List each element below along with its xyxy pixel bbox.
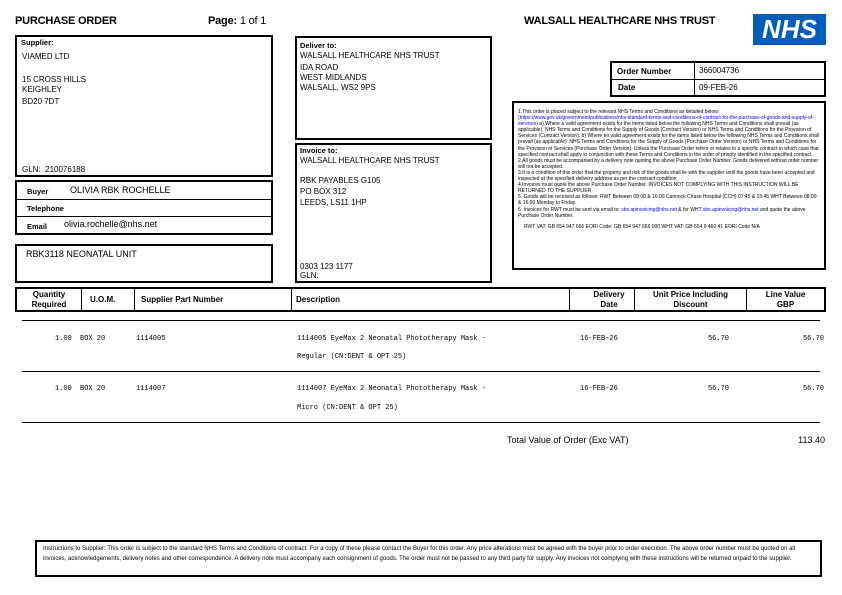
supplier-name: VIAMED LTD <box>22 52 70 61</box>
page-value: 1 of 1 <box>239 15 267 27</box>
row-qty: 1.00 <box>55 385 72 393</box>
col-description: Description <box>292 289 570 310</box>
terms-1: 1.This order is placed subject to the relevant NHS Terms and Conditions as detailed below: <box>518 109 720 115</box>
supplier-address-3: BD20 7DT <box>22 97 60 106</box>
supplier-box <box>15 35 273 177</box>
row-divider <box>22 320 820 321</box>
gln-label: GLN: <box>22 165 41 174</box>
row-uom: BOX 20 <box>80 335 106 343</box>
order-number: 366004736 <box>699 66 740 75</box>
col-line-value: Line Value GBP <box>765 290 806 309</box>
wht-invoice-email-link[interactable]: sbs.apinvoicing@nhs.net <box>702 206 759 213</box>
supplier-instructions: Instructions to Supplier: This order is subject to the standard NHS Terms and Conditions of contract. For a copy of these please contact the Buyer for this order. Any price alterations must be agreed with the buyer prior to order execution. The above order number must be quoted on all invoices, acknowledgements, delivery notes and other correspondence. A delivery note must accompany each consignment of goods. The order must not be passed to any third party for supply. Any invoices not complying with these instructions will be returned unpaid to the supplier. <box>35 540 822 577</box>
terms-5: 5. Goods will be received as follows: RWT Between 08:00 & 16:00 Cannock Chase Hospital (CCH) 07:45 & 15:45 WHT Between 08:00 & 16:00 Monday to Friday. <box>518 194 817 207</box>
terms-1b: a) Where a valid agreement exists for the items listed below the following NHS Terms and Conditions shall prevail (as applicable): NHS Terms and Conditions for the Supply of Goods (Contract Version) or NHS Terms and Conditions for the Provision of Services (Contract Version). b) Where no valid agreement exists for the items listed below the following NHS Terms and Conditions shall prevail (as applicable): NHS Terms and Conditions for the Supply of Goods (Purchase Order Version) or NHS Terms and Conditions for the Provision of Services (Purchase Order Version). Unless the Purchase Order refers or relates to a specific contract in which case that specified contract shall apply in conjunction with these Terms and Conditions in the order of priority identified in the specified contract. <box>518 121 820 158</box>
buyer-box <box>15 180 273 235</box>
terms-4: 4.Invoices must quote the above Purchase Order Number. INVOICES NOT COMPLYING WITH THIS INSTRUCTION WILL BE RETURNED TO THE SUPPLIER <box>518 182 799 195</box>
row-value: 56.70 <box>802 335 824 343</box>
terms-6b: & for WHT <box>676 206 703 213</box>
col-quantity: Quantity Required <box>17 289 82 310</box>
supplier-label: Supplier: <box>21 38 54 47</box>
row-value: 56.70 <box>802 385 824 393</box>
deliver-line-3: WEST MIDLANDS <box>300 73 367 82</box>
buyer-name: OLIVIA RBK ROCHELLE <box>70 185 171 195</box>
invoice-gln: GLN: <box>300 271 319 280</box>
terms-6: 6. Invoices for RWT must be sent via email to: <box>518 206 622 213</box>
vat-info: RWT VAT: GB 654 947 666 EORI Code: GB 654 947 666 000 WHT VAT: GB 654 9 460 41 EORI Code N/A <box>524 223 760 230</box>
col-delivery-date: Delivery Date <box>570 289 635 310</box>
invoice-label: Invoice to: <box>300 146 338 155</box>
col-part-number: Supplier Part Number <box>135 289 292 310</box>
items-table-header <box>15 287 826 312</box>
row-desc-1: 1114005 EyeMax 2 Neonatal Phototherapy Mask - <box>297 335 487 343</box>
document-title: PURCHASE ORDER <box>15 15 117 27</box>
buyer-email: olivia.rochelle@nhs.net <box>64 219 158 229</box>
row-date: 16-FEB-26 <box>580 385 618 393</box>
deliver-line-4: WALSALL, WS2 9PS <box>300 83 376 92</box>
terms-3: 3.It is a condition of this order that the property and risk of the goods shall lie with the supplier until the goods have been accepted and inspected at the specified delivery address as per the contract condition <box>518 169 815 183</box>
invoice-line-2: PO BOX 312 <box>300 187 347 196</box>
trust-name: WALSALL HEALTHCARE NHS TRUST <box>524 15 716 27</box>
row-part: 1114007 <box>136 385 166 393</box>
supplier-address-2: KEIGHLEY <box>22 85 63 94</box>
invoice-to-box <box>295 143 492 283</box>
row-desc-1: 1114007 EyeMax 2 Neonatal Phototherapy Mask - <box>297 385 487 393</box>
terms-link[interactable]: (https://www.gov.uk/government/publications/nhs-standard-terms-and-conditions-of-contract-for-the-purchase-of-goods-and-supply-of-services) <box>518 115 814 128</box>
invoice-name: WALSALL HEALTHCARE NHS TRUST <box>300 156 440 165</box>
unit-box <box>15 244 273 283</box>
deliver-line-2: IDA ROAD <box>300 63 339 72</box>
terms-6c: and quote the above Purchase Order Number. <box>518 206 806 219</box>
row-divider <box>22 422 820 423</box>
row-divider <box>22 371 820 372</box>
deliver-line-1: WALSALL HEALTHCARE NHS TRUST <box>300 51 440 60</box>
row-part: 1114005 <box>136 335 166 343</box>
row-price: 56.70 <box>707 385 729 393</box>
email-label: Email <box>27 222 48 231</box>
col-unit-price: Unit Price Including Discount <box>635 289 747 310</box>
row-date: 16-FEB-26 <box>580 335 618 343</box>
page-indicator <box>208 15 266 27</box>
row-desc-2: Micro (CN:DENT & OPT 25) <box>297 404 398 412</box>
col-uom: U.O.M. <box>82 289 135 310</box>
row-qty: 1.00 <box>55 335 72 343</box>
supplier-address-1: 15 CROSS HILLS <box>22 75 87 84</box>
unit-name: RBK3118 NEONATAL UNIT <box>26 249 137 259</box>
total-label: Total Value of Order (Exc VAT) <box>507 435 629 445</box>
row-desc-2: Regular (CN:DENT & OPT 25) <box>297 353 407 361</box>
invoice-line-1: RBK PAYABLES G105 <box>300 176 381 185</box>
buyer-label: Buyer <box>27 187 49 196</box>
supplier-gln <box>22 165 85 175</box>
row-price: 56.70 <box>707 335 729 343</box>
date-label: Date <box>618 83 636 92</box>
invoice-line-3: LEEDS, LS11 1HP <box>300 198 367 207</box>
rwt-invoice-email-link[interactable]: sbs.apinvoicing@nhs.net <box>621 206 677 213</box>
order-date: 09-FEB-26 <box>699 83 738 92</box>
order-info-box <box>610 61 826 97</box>
page-label: Page: <box>208 15 237 27</box>
total-value: 113.40 <box>798 435 825 445</box>
deliver-label: Deliver to: <box>300 41 337 50</box>
telephone-label: Telephone <box>27 204 64 213</box>
gln-value: 210076188 <box>45 165 86 174</box>
order-number-label: Order Number <box>617 67 672 76</box>
row-uom: BOX 20 <box>80 385 106 393</box>
terms-box <box>512 101 826 270</box>
terms-2: 2.All goods must be accompanied by a delivery note quoting the above Purchase Order Number. Goods delivered without order number will not be accepted. <box>518 157 819 170</box>
invoice-phone: 0303 123 1177 <box>300 262 353 271</box>
nhs-logo: NHS <box>753 14 826 45</box>
deliver-to-box <box>295 36 492 140</box>
